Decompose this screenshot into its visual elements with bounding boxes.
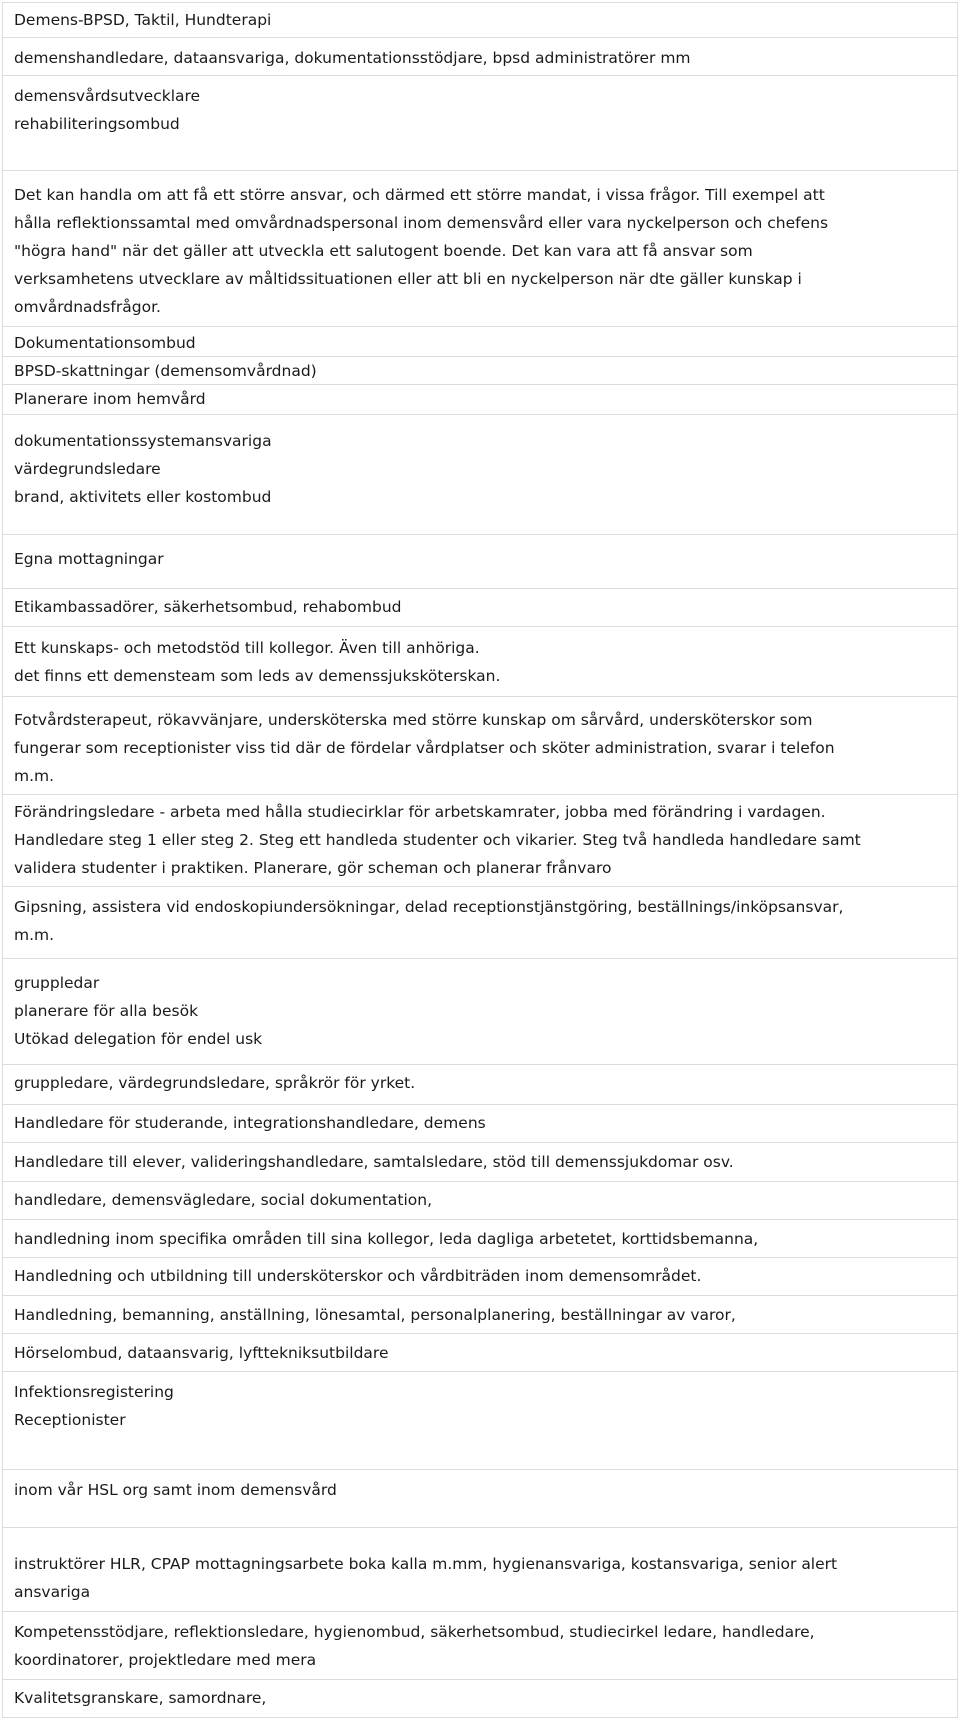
row-text: inom vår HSL org samt inom demensvård — [14, 1481, 337, 1499]
row-text: Handledare steg 1 eller steg 2. Steg ett handleda studenter och vikarier. Steg två handleda handledare samt — [14, 831, 861, 849]
table-row — [2, 1528, 958, 1612]
table-row — [2, 1372, 958, 1470]
row-text: "högra hand" när det gäller att utveckla ett salutogent boende. Det kan vara att få ansvar som — [14, 242, 753, 260]
row-text: Ett kunskaps- och metodstöd till kollegor. Även till anhöriga. — [14, 639, 480, 657]
row-text: Handledning och utbildning till undersköterskor och vårdbiträden inom demensområdet. — [14, 1267, 702, 1285]
row-text: Etikambassadörer, säkerhetsombud, rehabombud — [14, 598, 402, 616]
row-text: Receptionister — [14, 1411, 126, 1429]
table-row — [2, 589, 958, 627]
row-text: Kvalitetsgranskare, samordnare, — [14, 1689, 267, 1707]
row-text: BPSD-skattningar (demensomvårdnad) — [14, 362, 317, 380]
table-row — [2, 1680, 958, 1718]
table-row — [2, 1470, 958, 1528]
table-row — [2, 3, 958, 38]
table-row — [2, 385, 958, 415]
table-row — [2, 1334, 958, 1372]
row-text: hålla reflektionssamtal med omvårdnadspersonal inom demensvård eller vara nyckelperson och chefens — [14, 214, 829, 232]
row-text: m.m. — [14, 926, 55, 944]
table-row — [2, 357, 958, 385]
row-text: Demens-BPSD, Taktil, Hundterapi — [14, 11, 272, 29]
row-text: värdegrundsledare — [14, 460, 161, 478]
row-text: verksamhetens utvecklare av måltidssituationen eller att bli en nyckelperson när dte gäller kunskap i — [14, 270, 802, 288]
table-row — [2, 627, 958, 697]
table-row — [2, 535, 958, 589]
table-row — [2, 1182, 958, 1220]
row-text: Hörselombud, dataansvarig, lyfttekniksutbildare — [14, 1344, 389, 1362]
responses-table — [2, 2, 958, 1718]
row-text: Handledare till elever, valideringshandledare, samtalsledare, stöd till demenssjukdomar osv. — [14, 1153, 734, 1171]
table-row — [2, 1612, 958, 1680]
row-text: Handledning, bemanning, anställning, lönesamtal, personalplanering, beställningar av varor, — [14, 1306, 736, 1324]
row-text: validera studenter i praktiken. Planerare, gör scheman och planerar frånvaro — [14, 859, 612, 877]
row-text: rehabiliteringsombud — [14, 115, 180, 133]
row-text: Fotvårdsterapeut, rökavvänjare, undersköterska med större kunskap om sårvård, undersköterskor som — [14, 711, 813, 729]
row-text: planerare för alla besök — [14, 1002, 199, 1020]
row-text: demensvårdsutvecklare — [14, 87, 201, 105]
table-row — [2, 1143, 958, 1182]
row-text: handledare, demensvägledare, social dokumentation, — [14, 1191, 433, 1209]
table-row — [2, 887, 958, 959]
row-text: Dokumentationsombud — [14, 334, 196, 352]
table-row — [2, 697, 958, 795]
row-text: brand, aktivitets eller kostombud — [14, 488, 272, 506]
row-text: instruktörer HLR, CPAP mottagningsarbete boka kalla m.mm, hygienansvariga, kostansvariga, senior alert — [14, 1555, 838, 1573]
row-text: Handledare för studerande, integrationshandledare, demens — [14, 1114, 486, 1132]
row-text: handledning inom specifika områden till sina kollegor, leda dagliga arbetetet, korttidsbemanna, — [14, 1230, 759, 1248]
table-row — [2, 795, 958, 887]
table-row — [2, 171, 958, 327]
row-text: Planerare inom hemvård — [14, 390, 206, 408]
table-row — [2, 76, 958, 171]
row-text: gruppledar — [14, 974, 100, 992]
row-text: m.m. — [14, 767, 55, 785]
table-row — [2, 1105, 958, 1143]
row-text: omvårdnadsfrågor. — [14, 298, 161, 316]
table-row — [2, 1258, 958, 1296]
row-text: Utökad delegation för endel usk — [14, 1030, 263, 1048]
row-text: Egna mottagningar — [14, 550, 164, 568]
row-text: det finns ett demensteam som leds av demenssjuksköterskan. — [14, 667, 501, 685]
table-row — [2, 415, 958, 535]
row-text: koordinatorer, projektledare med mera — [14, 1651, 317, 1669]
table-row — [2, 1065, 958, 1105]
row-text: Det kan handla om att få ett större ansvar, och därmed ett större mandat, i vissa frågor. Till exempel att — [14, 186, 825, 204]
row-text: Gipsning, assistera vid endoskopiundersökningar, delad receptionstjänstgöring, beställnings/inköpsansvar, — [14, 898, 844, 916]
table-row — [2, 38, 958, 76]
table-row — [2, 327, 958, 357]
table-row — [2, 959, 958, 1065]
table-row — [2, 1296, 958, 1334]
row-text: demenshandledare, dataansvariga, dokumentationsstödjare, bpsd administratörer mm — [14, 49, 691, 67]
row-text: Förändringsledare - arbeta med hålla studiecirklar för arbetskamrater, jobba med förändring i vardagen. — [14, 803, 826, 821]
row-text: Infektionsregistering — [14, 1383, 174, 1401]
table-row — [2, 1220, 958, 1258]
row-text: Kompetensstödjare, reflektionsledare, hygienombud, säkerhetsombud, studiecirkel ledare, handledare, — [14, 1623, 815, 1641]
row-text: gruppledare, värdegrundsledare, språkrör för yrket. — [14, 1074, 416, 1092]
row-text: ansvariga — [14, 1583, 91, 1601]
row-text: dokumentationssystemansvariga — [14, 432, 272, 450]
row-text: fungerar som receptionister viss tid där de fördelar vårdplatser och sköter administration, svarar i telefon — [14, 739, 835, 757]
